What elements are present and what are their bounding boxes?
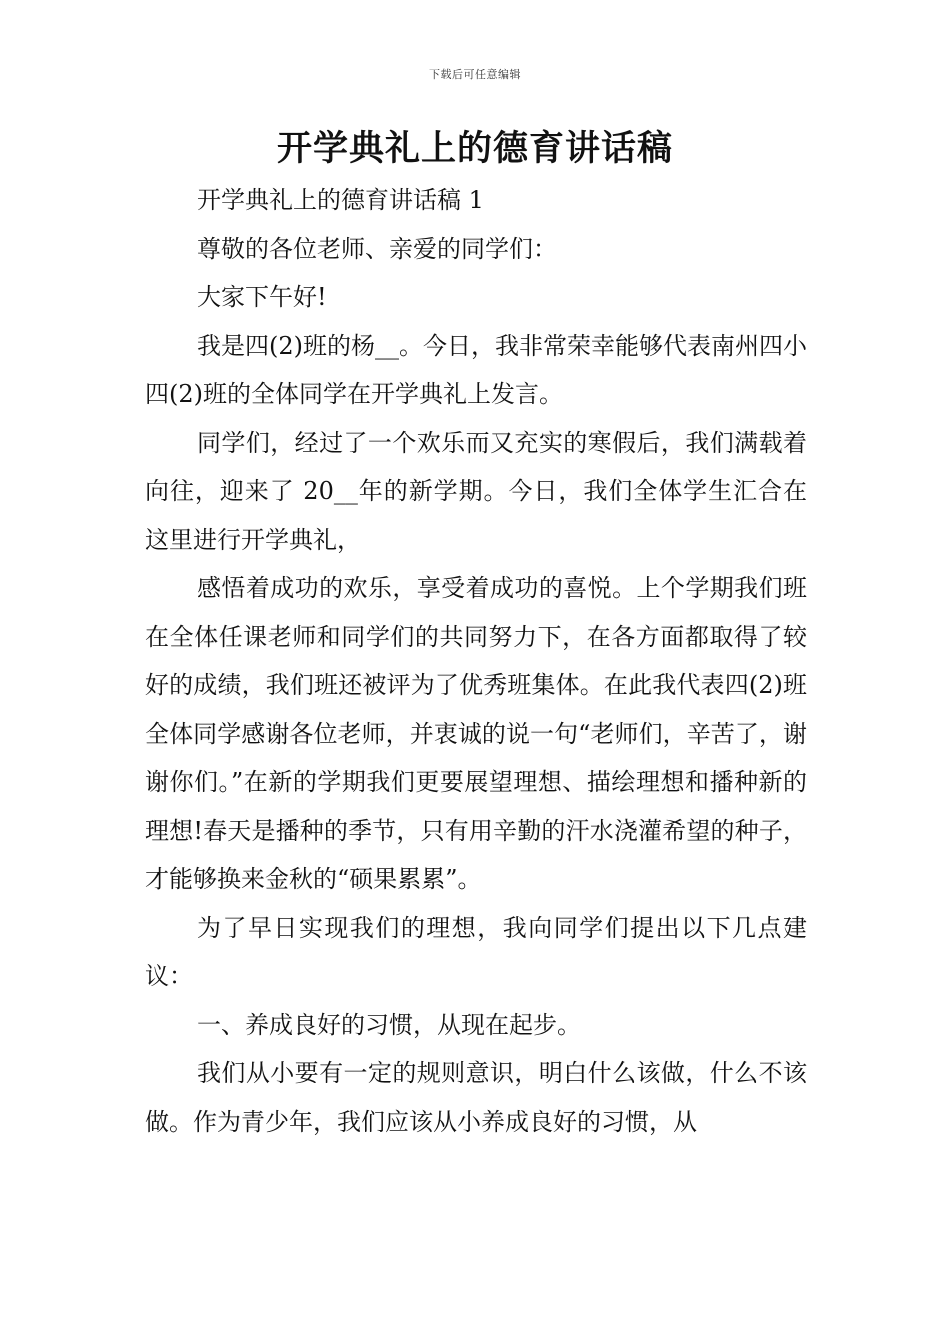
subtitle-paragraph: 开学典礼上的德育讲话稿 1	[197, 186, 484, 214]
body-paragraph: 我们从小要有一定的规则意识，明白什么该做，什么不该做。作为青少年，我们应该从小养成良好的习惯，从	[145, 1059, 807, 1136]
body-paragraph: 同学们，经过了一个欢乐而又充实的寒假后，我们满载着向往，迎来了 20__年的新学期。今日，我们全体学生汇合在这里进行开学典礼，	[145, 428, 807, 554]
document-body	[145, 176, 807, 1146]
document-title: 开学典礼上的德育讲话稿	[276, 129, 673, 169]
header-note: 下载后可任意编辑	[429, 68, 521, 81]
body-paragraph: 为了早日实现我们的理想，我向同学们提出以下几点建议：	[145, 913, 807, 990]
body-paragraph: 感悟着成功的欢乐，享受着成功的喜悦。上个学期我们班在全体任课老师和同学们的共同努力下，在各方面都取得了较好的成绩，我们班还被评为了优秀班集体。在此我代表四(2)班全体同学感谢各位老师，并衷诚的说一句“老师们，辛苦了，谢谢你们。”在新的学期我们更要展望理想、描绘理想和播种新的理想!春天是播种的季节，只有用辛勤的汗水浇灌希望的种子，才能够换来金秋的“硕果累累”。	[145, 574, 807, 893]
body-paragraph: 我是四(2)班的杨__。今日，我非常荣幸能够代表南州四小四(2)班的全体同学在开学典礼上发言。	[145, 331, 807, 408]
section-heading-paragraph: 一、养成良好的习惯，从现在起步。	[197, 1010, 581, 1039]
greeting-paragraph: 大家下午好!	[197, 283, 327, 311]
salutation-paragraph: 尊敬的各位老师、亲爱的同学们：	[197, 234, 557, 263]
